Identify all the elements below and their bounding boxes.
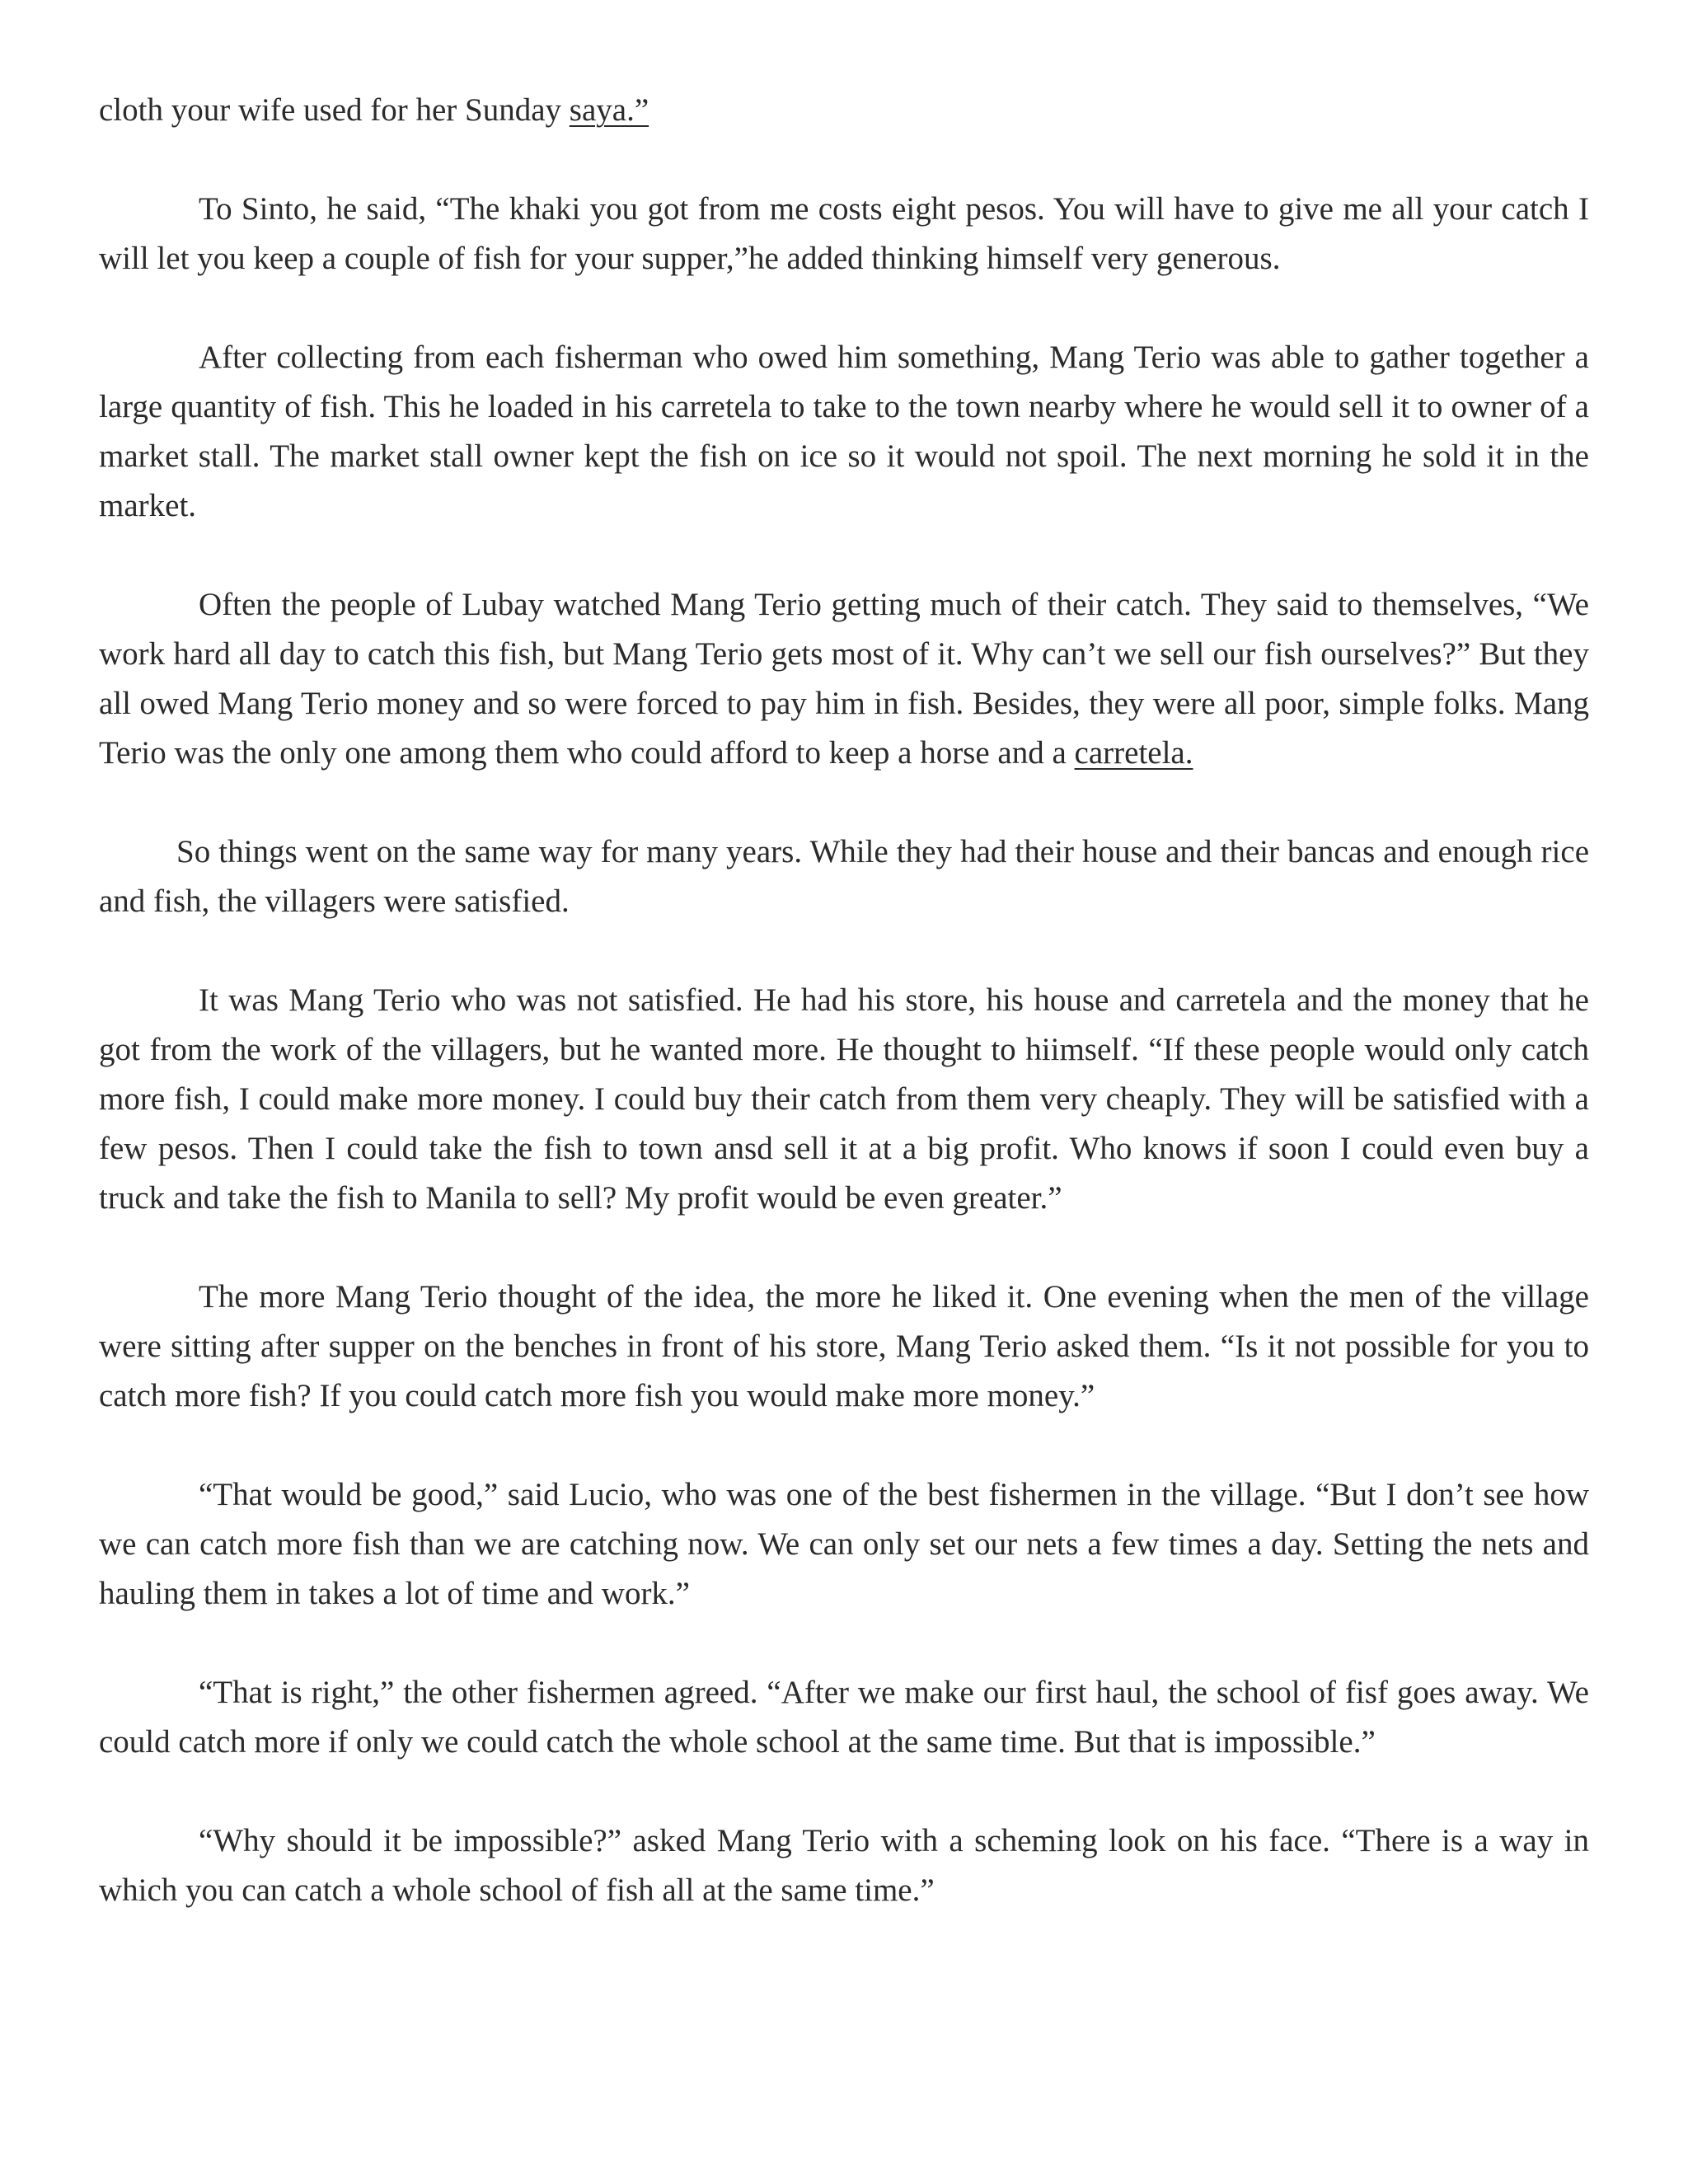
paragraph-impossible	[99, 1816, 1589, 1915]
paragraph-text: So things went on the same way for many years. While they had their house and their bancas and enough rice and fish, the villagers were satisfied.	[99, 834, 1589, 919]
paragraph-text: “That would be good,” said Lucio, who was one of the best fishermen in the village. “But I don’t see how we can catch more fish than we are catching now. We can only set our nets a few times a day. Setting the nets and hauling them in takes a lot of time and work.”	[99, 1477, 1589, 1611]
paragraph-text: “Why should it be impossible?” asked Mang Terio with a scheming look on his face. “There is a way in which you can catch a whole school of fish all at the same time.”	[99, 1823, 1589, 1908]
paragraph-fishermen-agreed	[99, 1668, 1589, 1767]
paragraph-many-years	[99, 827, 1589, 926]
paragraph-idea	[99, 1272, 1589, 1421]
paragraph-text: To Sinto, he said, “The khaki you got from me costs eight pesos. You will have to give me all your catch I will let you keep a couple of fish for your supper,”he added thinking himself very generous.	[99, 191, 1589, 276]
paragraph-not-satisfied	[99, 976, 1589, 1223]
underlined-word-saya: saya.”	[569, 92, 649, 128]
paragraph-continuation	[99, 86, 1589, 135]
paragraph-collecting	[99, 333, 1589, 531]
paragraph-text: “That is right,” the other fishermen agreed. “After we make our first haul, the school of fisf goes away. We could catch more if only we could catch the whole school at the same time. But that is impossible.”	[99, 1675, 1589, 1760]
paragraph-text: It was Mang Terio who was not satisfied. He had his store, his house and carretela and the money that he got from the work of the villagers, but he wanted more. He thought to hiimself. “If these people would only catch more fish, I could make more money. I could buy their catch from them very cheaply. They will be satisfied with a few pesos. Then I could take the fish to town ansd sell it at a big profit. Who knows if soon I could even buy a truck and take the fish to Manila to sell? My profit would be even greater.”	[99, 982, 1589, 1216]
document-page	[99, 86, 1589, 1965]
paragraph-text: The more Mang Terio thought of the idea, the more he liked it. One evening when the men of the village were sitting after supper on the benches in front of his store, Mang Terio asked them. “Is it not possible for you to catch more fish? If you could catch more fish you would make more money.”	[99, 1279, 1589, 1413]
paragraph-lubay	[99, 580, 1589, 778]
paragraph-lucio	[99, 1470, 1589, 1619]
paragraph-sinto	[99, 185, 1589, 284]
paragraph-text: Often the people of Lubay watched Mang Terio getting much of their catch. They said to themselves, “We work hard all day to catch this fish, but Mang Terio gets most of it. Why can’t we sell our fish ourselves?” But they all owed Mang Terio money and so were forced to pay him in fish. Besides, they were all poor, simple folks. Mang Terio was the only one among them who could afford to keep a horse and a	[99, 587, 1589, 771]
paragraph-text: After collecting from each fisherman who owed him something, Mang Terio was able to gather together a large quantity of fish. This he loaded in his carretela to take to the town nearby where he would sell it to owner of a market stall. The market stall owner kept the fish on ice so it would not spoil. The next morning he sold it in the market.	[99, 340, 1589, 523]
underlined-word-carretela: carretela.	[1074, 735, 1193, 771]
paragraph-text: cloth your wife used for her Sunday	[99, 92, 570, 128]
